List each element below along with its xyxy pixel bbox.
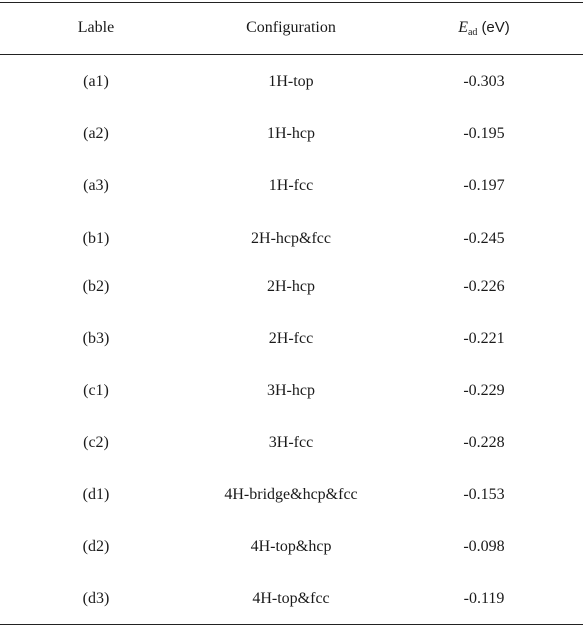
table-row: [0, 119, 583, 149]
energy-symbol: E: [458, 19, 468, 36]
row-label: (a1): [83, 73, 109, 90]
row-energy: -0.221: [463, 330, 505, 347]
energy-unit: (eV): [481, 19, 510, 36]
row-configuration: 2H-fcc: [268, 330, 314, 347]
row-configuration: 1H-fcc: [268, 177, 314, 194]
row-label: (d1): [82, 486, 110, 503]
row-label: (c2): [83, 434, 109, 451]
row-label: (d3): [82, 590, 110, 607]
row-energy: -0.119: [463, 590, 505, 607]
row-configuration: 4H-top&fcc: [252, 590, 330, 607]
table-row: [0, 532, 583, 562]
row-label: (a2): [83, 125, 109, 142]
row-configuration: 3H-hcp: [267, 382, 315, 399]
table-row: [0, 480, 583, 510]
table-header-rule: [0, 54, 583, 55]
row-energy: -0.098: [463, 538, 505, 555]
row-energy: -0.303: [463, 73, 505, 90]
row-label: (a3): [83, 177, 109, 194]
row-label: (d2): [82, 538, 110, 555]
header-configuration: Configuration: [246, 19, 336, 36]
row-label: (c1): [83, 382, 109, 399]
table-row: [0, 584, 583, 614]
table-row: [0, 171, 583, 201]
row-configuration: 2H-hcp: [267, 278, 315, 295]
table-row: [0, 272, 583, 302]
row-energy: -0.245: [463, 230, 505, 247]
header-label: Lable: [77, 19, 115, 36]
table-row: [0, 224, 583, 254]
row-configuration: 3H-fcc: [268, 434, 314, 451]
row-label: (b3): [82, 330, 110, 347]
row-configuration: 1H-hcp: [267, 125, 315, 142]
energy-subscript: ad: [467, 27, 478, 38]
row-label: (b2): [82, 278, 110, 295]
row-energy: -0.195: [463, 125, 505, 142]
row-label: (b1): [82, 230, 110, 247]
table-row: [0, 428, 583, 458]
table-row: [0, 324, 583, 354]
row-energy: -0.197: [463, 177, 505, 194]
row-energy: -0.153: [463, 486, 505, 503]
row-configuration: 2H-hcp&fcc: [251, 230, 331, 247]
table-bottom-rule: [0, 624, 583, 625]
row-energy: -0.226: [463, 278, 505, 295]
table-top-rule: [0, 2, 583, 3]
row-configuration: 4H-bridge&hcp&fcc: [224, 486, 358, 503]
table-header-row: [0, 13, 583, 43]
row-energy: -0.228: [463, 434, 505, 451]
header-energy: [434, 13, 534, 48]
row-energy: -0.229: [463, 382, 505, 399]
table-row: [0, 67, 583, 97]
table-row: [0, 376, 583, 406]
row-configuration: 1H-top: [268, 73, 314, 90]
row-configuration: 4H-top&hcp: [250, 538, 332, 555]
